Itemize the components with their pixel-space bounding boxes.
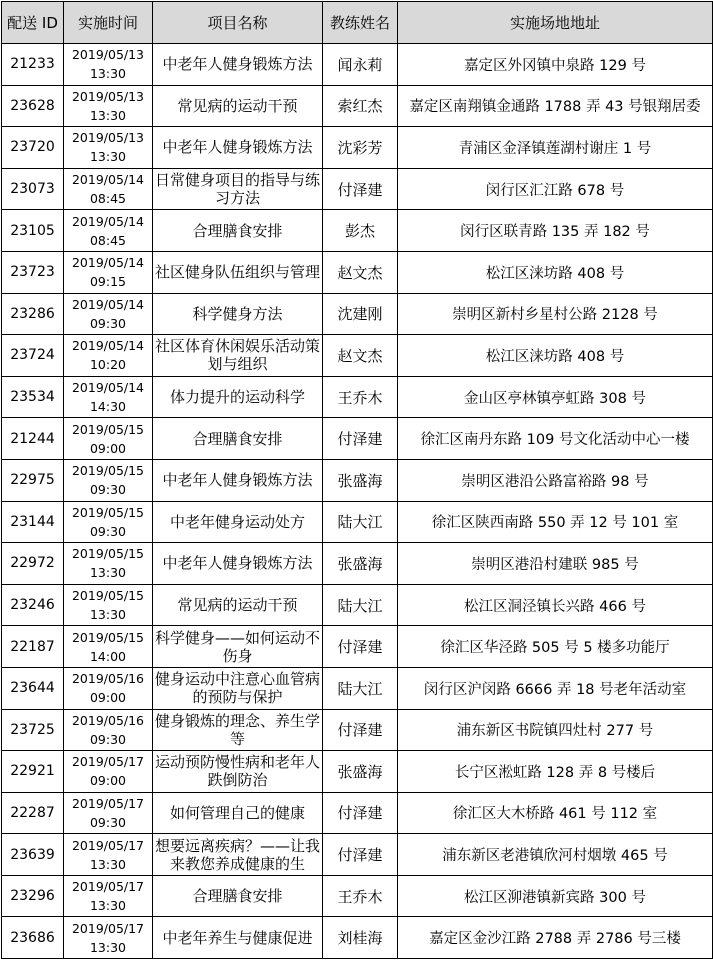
time-cell — [64, 792, 153, 834]
table-row — [2, 85, 713, 127]
address-cell: 徐汇区华泾路 505 号 5 楼多功能厅 — [398, 626, 713, 668]
delivery-id-cell: 22187 — [2, 626, 64, 668]
clock-text: 09:30 — [89, 814, 127, 830]
table-row — [2, 584, 713, 626]
delivery-id-cell: 21244 — [2, 418, 64, 460]
date-text: 2019/05/13 — [71, 88, 145, 104]
delivery-id-cell: 23246 — [2, 584, 64, 626]
clock-text: 14:30 — [89, 399, 127, 415]
address-cell: 浦东新区书院镇四灶村 277 号 — [398, 709, 713, 751]
clock-text: 08:45 — [89, 191, 127, 207]
date-text: 2019/05/15 — [71, 421, 145, 437]
date-text: 2019/05/14 — [71, 172, 145, 188]
project-name-cell: 中老年人健身锻炼方法 — [153, 44, 323, 86]
clock-text: 09:30 — [89, 482, 127, 498]
coach-name-cell: 付泽建 — [323, 168, 398, 210]
clock-text: 09:30 — [89, 315, 127, 331]
date-text: 2019/05/14 — [71, 296, 145, 312]
coach-name-cell: 刘桂海 — [323, 917, 398, 959]
table-row — [2, 459, 713, 501]
project-name-cell: 中老年人健身锻炼方法 — [153, 127, 323, 169]
date-text: 2019/05/15 — [71, 504, 145, 520]
project-name-cell: 中老年人健身锻炼方法 — [153, 459, 323, 501]
delivery-id-cell: 23144 — [2, 501, 64, 543]
time-cell — [64, 626, 153, 668]
date-text: 2019/05/15 — [71, 629, 145, 645]
time-cell — [64, 584, 153, 626]
date-text: 2019/05/14 — [71, 380, 145, 396]
project-name-cell: 合理膳食安排 — [153, 418, 323, 460]
table-row — [2, 875, 713, 917]
table-row — [2, 543, 713, 585]
header-delivery-id: 配送 ID — [2, 2, 64, 44]
delivery-id-cell: 23105 — [2, 210, 64, 252]
address-cell: 闵行区汇江路 678 号 — [398, 168, 713, 210]
date-text: 2019/05/17 — [71, 795, 145, 811]
table-row — [2, 293, 713, 335]
time-cell — [64, 210, 153, 252]
clock-text: 13:30 — [89, 66, 127, 82]
coach-name-cell: 付泽建 — [323, 709, 398, 751]
coach-name-cell: 付泽建 — [323, 418, 398, 460]
project-name-cell: 想要远离疾病？——让我来教您养成健康的生 — [153, 834, 323, 876]
address-cell: 徐汇区大木桥路 461 号 112 室 — [398, 792, 713, 834]
delivery-id-cell: 23534 — [2, 376, 64, 418]
project-name-cell: 中老年健身运动处方 — [153, 501, 323, 543]
delivery-id-cell: 22975 — [2, 459, 64, 501]
schedule-table — [1, 1, 713, 959]
project-name-cell: 常见病的运动干预 — [153, 584, 323, 626]
delivery-id-cell: 23644 — [2, 667, 64, 709]
header-address: 实施场地地址 — [398, 2, 713, 44]
coach-name-cell: 陆大江 — [323, 667, 398, 709]
coach-name-cell: 闻永莉 — [323, 44, 398, 86]
time-cell — [64, 127, 153, 169]
date-text: 2019/05/14 — [71, 255, 145, 271]
address-cell: 徐汇区南丹东路 109 号文化活动中心一楼 — [398, 418, 713, 460]
date-text: 2019/05/13 — [71, 130, 145, 146]
time-cell — [64, 293, 153, 335]
time-cell — [64, 751, 153, 793]
date-text: 2019/05/13 — [71, 47, 145, 63]
project-name-cell: 科学健身——如何运动不伤身 — [153, 626, 323, 668]
coach-name-cell: 付泽建 — [323, 626, 398, 668]
clock-text: 14:00 — [89, 648, 127, 664]
delivery-id-cell: 23628 — [2, 85, 64, 127]
address-cell: 浦东新区老港镇欣河村烟墩 465 号 — [398, 834, 713, 876]
table-row — [2, 376, 713, 418]
delivery-id-cell: 23286 — [2, 293, 64, 335]
address-cell: 嘉定区南翔镇金通路 1788 弄 43 号银翔居委 — [398, 85, 713, 127]
time-cell — [64, 376, 153, 418]
coach-name-cell: 沈建刚 — [323, 293, 398, 335]
time-cell — [64, 834, 153, 876]
clock-text: 08:45 — [89, 232, 127, 248]
delivery-id-cell: 23639 — [2, 834, 64, 876]
project-name-cell: 日常健身项目的指导与练习方法 — [153, 168, 323, 210]
address-cell: 松江区涞坊路 408 号 — [398, 251, 713, 293]
coach-name-cell: 张盛海 — [323, 543, 398, 585]
table-row — [2, 251, 713, 293]
project-name-cell: 科学健身方法 — [153, 293, 323, 335]
delivery-id-cell: 23725 — [2, 709, 64, 751]
date-text: 2019/05/16 — [71, 671, 145, 687]
date-text: 2019/05/17 — [71, 837, 145, 853]
coach-name-cell: 王乔木 — [323, 875, 398, 917]
date-text: 2019/05/15 — [71, 463, 145, 479]
time-cell — [64, 667, 153, 709]
coach-name-cell: 张盛海 — [323, 751, 398, 793]
clock-text: 09:30 — [89, 731, 127, 747]
project-name-cell: 中老年人健身锻炼方法 — [153, 543, 323, 585]
clock-text: 09:00 — [89, 690, 127, 706]
table-row — [2, 834, 713, 876]
time-cell — [64, 85, 153, 127]
time-cell — [64, 459, 153, 501]
project-name-cell: 合理膳食安排 — [153, 210, 323, 252]
delivery-id-cell: 23686 — [2, 917, 64, 959]
time-cell — [64, 335, 153, 377]
table-row — [2, 501, 713, 543]
address-cell: 闵行区联青路 135 弄 182 号 — [398, 210, 713, 252]
coach-name-cell: 王乔木 — [323, 376, 398, 418]
address-cell: 青浦区金泽镇莲湖村谢庄 1 号 — [398, 127, 713, 169]
coach-name-cell: 沈彩芳 — [323, 127, 398, 169]
header-time: 实施时间 — [64, 2, 153, 44]
delivery-id-cell: 22972 — [2, 543, 64, 585]
delivery-id-cell: 23073 — [2, 168, 64, 210]
time-cell — [64, 709, 153, 751]
coach-name-cell: 张盛海 — [323, 459, 398, 501]
clock-text: 13:30 — [89, 939, 127, 955]
project-name-cell: 健身运动中注意心血管病的预防与保护 — [153, 667, 323, 709]
address-cell: 闵行区沪闵路 6666 弄 18 号老年活动室 — [398, 667, 713, 709]
clock-text: 13:30 — [89, 149, 127, 165]
table-row — [2, 44, 713, 86]
address-cell: 崇明区港沿村建联 985 号 — [398, 543, 713, 585]
header-project: 项目名称 — [153, 2, 323, 44]
project-name-cell: 常见病的运动干预 — [153, 85, 323, 127]
date-text: 2019/05/14 — [71, 213, 145, 229]
date-text: 2019/05/15 — [71, 588, 145, 604]
clock-text: 09:30 — [89, 523, 127, 539]
delivery-id-cell: 23724 — [2, 335, 64, 377]
coach-name-cell: 赵文杰 — [323, 335, 398, 377]
coach-name-cell: 赵文杰 — [323, 251, 398, 293]
time-cell — [64, 543, 153, 585]
time-cell — [64, 251, 153, 293]
time-cell — [64, 917, 153, 959]
coach-name-cell: 付泽建 — [323, 834, 398, 876]
table-row — [2, 709, 713, 751]
header-row — [2, 2, 713, 44]
delivery-id-cell: 23720 — [2, 127, 64, 169]
address-cell: 崇明区新村乡星村公路 2128 号 — [398, 293, 713, 335]
time-cell — [64, 418, 153, 460]
clock-text: 09:00 — [89, 773, 127, 789]
project-name-cell: 社区体育休闲娱乐活动策划与组织 — [153, 335, 323, 377]
table-row — [2, 127, 713, 169]
date-text: 2019/05/16 — [71, 712, 145, 728]
address-cell: 徐汇区陕西南路 550 弄 12 号 101 室 — [398, 501, 713, 543]
clock-text: 13:30 — [89, 898, 127, 914]
date-text: 2019/05/15 — [71, 546, 145, 562]
time-cell — [64, 44, 153, 86]
date-text: 2019/05/17 — [71, 920, 145, 936]
address-cell: 嘉定区外冈镇中泉路 129 号 — [398, 44, 713, 86]
header-coach: 教练姓名 — [323, 2, 398, 44]
table-row — [2, 792, 713, 834]
project-name-cell: 运动预防慢性病和老年人跌倒防治 — [153, 751, 323, 793]
clock-text: 10:20 — [89, 357, 127, 373]
coach-name-cell: 陆大江 — [323, 501, 398, 543]
project-name-cell: 中老年养生与健康促进 — [153, 917, 323, 959]
date-text: 2019/05/14 — [71, 338, 145, 354]
project-name-cell: 健身锻炼的理念、养生学等 — [153, 709, 323, 751]
clock-text: 09:00 — [89, 440, 127, 456]
address-cell: 金山区亭林镇亭虹路 308 号 — [398, 376, 713, 418]
coach-name-cell: 彭杰 — [323, 210, 398, 252]
clock-text: 13:30 — [89, 565, 127, 581]
coach-name-cell: 索红杰 — [323, 85, 398, 127]
table-row — [2, 418, 713, 460]
table-row — [2, 751, 713, 793]
delivery-id-cell: 21233 — [2, 44, 64, 86]
time-cell — [64, 501, 153, 543]
date-text: 2019/05/17 — [71, 754, 145, 770]
coach-name-cell: 陆大江 — [323, 584, 398, 626]
delivery-id-cell: 22921 — [2, 751, 64, 793]
coach-name-cell: 付泽建 — [323, 792, 398, 834]
time-cell — [64, 168, 153, 210]
table-row — [2, 168, 713, 210]
table-row — [2, 210, 713, 252]
project-name-cell: 体力提升的运动科学 — [153, 376, 323, 418]
table-row — [2, 335, 713, 377]
address-cell: 松江区涞坊路 408 号 — [398, 335, 713, 377]
delivery-id-cell: 22287 — [2, 792, 64, 834]
address-cell: 嘉定区金沙江路 2788 弄 2786 号三楼 — [398, 917, 713, 959]
project-name-cell: 社区健身队伍组织与管理 — [153, 251, 323, 293]
time-cell — [64, 875, 153, 917]
address-cell: 松江区洞泾镇长兴路 466 号 — [398, 584, 713, 626]
clock-text: 13:30 — [89, 607, 127, 623]
project-name-cell: 合理膳食安排 — [153, 875, 323, 917]
date-text: 2019/05/17 — [71, 879, 145, 895]
table-row — [2, 667, 713, 709]
clock-text: 09:15 — [89, 274, 127, 290]
address-cell: 崇明区港沿公路富裕路 98 号 — [398, 459, 713, 501]
clock-text: 13:30 — [89, 856, 127, 872]
address-cell: 长宁区淞虹路 128 弄 8 号楼后 — [398, 751, 713, 793]
clock-text: 13:30 — [89, 107, 127, 123]
table-row — [2, 917, 713, 959]
delivery-id-cell: 23723 — [2, 251, 64, 293]
table-row — [2, 626, 713, 668]
address-cell: 松江区泖港镇新宾路 300 号 — [398, 875, 713, 917]
project-name-cell: 如何管理自己的健康 — [153, 792, 323, 834]
delivery-id-cell: 23296 — [2, 875, 64, 917]
